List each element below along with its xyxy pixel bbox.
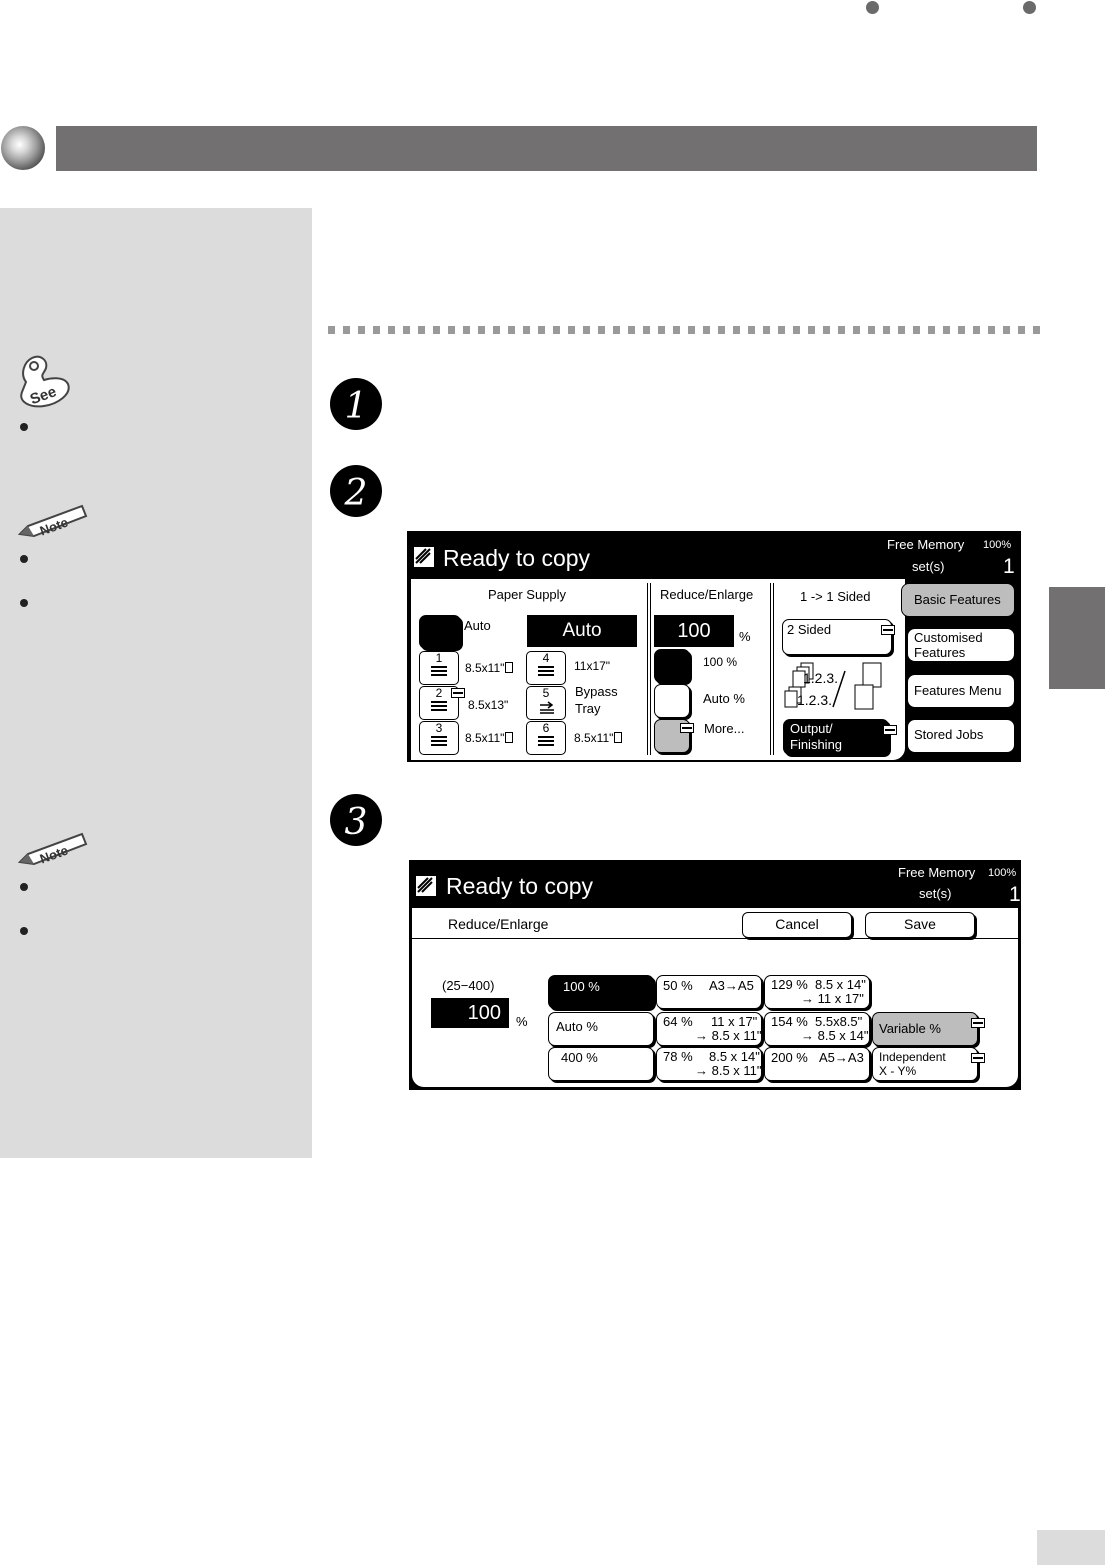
reduce-more-label: More... xyxy=(704,721,745,736)
preset-64-button[interactable]: 64 % 11 x 17" → 8.5 x 11" xyxy=(656,1012,762,1046)
svg-text:1.2.3.: 1.2.3. xyxy=(797,692,833,708)
svg-text:1.2.3.: 1.2.3. xyxy=(803,670,839,686)
paper-auto-display: Auto xyxy=(527,615,637,647)
sidebar-bullet xyxy=(20,555,28,563)
note-icon xyxy=(16,500,88,542)
corner-dot-right xyxy=(1023,1,1036,14)
step-2-marker xyxy=(330,465,382,517)
screen-body xyxy=(409,577,907,762)
tab-stored-jobs[interactable]: Stored Jobs xyxy=(907,719,1015,753)
tray-3-size: 8.5x11" xyxy=(465,731,513,745)
note-icon xyxy=(16,828,88,870)
sided-heading: 1 -> 1 Sided xyxy=(800,589,871,604)
svg-text:Note: Note xyxy=(37,514,70,539)
tray-6-size: 8.5x11" xyxy=(574,731,622,745)
section-header-bar xyxy=(56,126,1037,171)
sidebar-bullet xyxy=(20,883,28,891)
sets-label: set(s) xyxy=(919,886,952,901)
see-icon xyxy=(14,352,76,412)
svg-text:1: 1 xyxy=(344,386,368,427)
more-flag-icon xyxy=(680,723,694,733)
reduce-enlarge-heading: Reduce/Enlarge xyxy=(660,587,754,602)
reduce-unit: % xyxy=(739,629,751,644)
tray-2-flag-icon xyxy=(451,688,465,698)
sidebar-bullet xyxy=(20,599,28,607)
reduce-100-button[interactable] xyxy=(654,649,690,683)
step-3-marker xyxy=(330,794,382,846)
section-sphere-icon xyxy=(1,126,45,170)
tray-4-button[interactable]: 4 xyxy=(526,651,566,685)
page-number-box xyxy=(1037,1530,1105,1565)
reduce-value-display: 100 xyxy=(654,615,734,647)
independent-flag-icon xyxy=(971,1053,985,1063)
tray-2-size: 8.5x13" xyxy=(468,698,509,712)
variable-flag-icon xyxy=(971,1018,985,1028)
reduce-value-display: 100 xyxy=(431,998,509,1028)
svg-text:See: See xyxy=(27,383,59,409)
divider xyxy=(650,583,651,755)
preset-129-button[interactable]: 129 % 8.5 x 14" → 11 x 17" xyxy=(764,975,870,1009)
divider xyxy=(647,583,648,755)
sets-count: 1 xyxy=(1003,555,1015,578)
tray-5-button[interactable]: 5 xyxy=(526,686,566,720)
tray-2-button[interactable]: 2 xyxy=(419,686,459,720)
bypass-arrow-icon xyxy=(538,701,556,715)
tray-3-button[interactable]: 3 xyxy=(419,721,459,755)
corner-dot-left xyxy=(866,1,879,14)
two-sided-flag-icon xyxy=(881,625,895,635)
paper-supply-heading: Paper Supply xyxy=(488,587,567,602)
tray-1-button[interactable]: 1 xyxy=(419,651,459,685)
save-button[interactable]: Save xyxy=(865,912,975,938)
reduce-100-label: 100 % xyxy=(703,655,738,669)
screen-body xyxy=(410,906,1020,1089)
free-memory-label: Free Memory xyxy=(898,865,976,880)
sidebar-bullet xyxy=(20,423,28,431)
free-memory-label: Free Memory xyxy=(887,537,965,552)
svg-text:3: 3 xyxy=(344,802,368,843)
preset-78-button[interactable]: 78 % 8.5 x 14" → 8.5 x 11" xyxy=(656,1047,762,1081)
divider xyxy=(770,583,771,755)
tab-basic-features[interactable]: Basic Features xyxy=(901,583,1015,617)
preset-400-button[interactable]: 400 % xyxy=(548,1047,654,1081)
svg-text:Note: Note xyxy=(37,842,70,867)
variable-percent-button[interactable]: Variable % xyxy=(872,1012,978,1046)
dotted-divider xyxy=(328,326,1040,334)
cancel-button[interactable]: Cancel xyxy=(742,912,852,938)
output-finishing-button[interactable]: Output/ Finishing xyxy=(783,719,889,755)
sidebar-bullet xyxy=(20,927,28,935)
copier-icon xyxy=(412,545,436,569)
step-1-marker xyxy=(330,378,382,430)
paper-auto-button[interactable] xyxy=(419,615,461,649)
screen-title: Ready to copy xyxy=(446,873,594,899)
reduce-enlarge-heading: Reduce/Enlarge xyxy=(448,916,549,932)
output-flag-icon xyxy=(883,725,897,735)
divider xyxy=(773,583,774,755)
chapter-tab xyxy=(1049,587,1105,689)
preset-154-button[interactable]: 154 % 5.5x8.5" → 8.5 x 14" xyxy=(764,1012,870,1046)
tray-5-size: Bypass Tray xyxy=(575,684,618,716)
sidebar xyxy=(0,208,312,1158)
preset-50-button[interactable]: 50 % A3→A5 xyxy=(656,975,762,1009)
tray-6-button[interactable]: 6 xyxy=(526,721,566,755)
preset-auto-button[interactable]: Auto % xyxy=(548,1012,654,1046)
screen-title: Ready to copy xyxy=(443,545,591,571)
memory-percent: 100% xyxy=(983,539,1012,551)
sets-count: 1 xyxy=(1009,883,1021,906)
header-divider xyxy=(412,938,1018,939)
range-label: (25−400) xyxy=(442,978,495,993)
memory-percent: 100% xyxy=(988,867,1017,879)
reduce-auto-label: Auto % xyxy=(703,691,745,706)
tray-4-size: 11x17" xyxy=(574,659,611,673)
copy-screen-basic xyxy=(407,531,1021,762)
reduce-auto-button[interactable] xyxy=(654,684,690,718)
tab-features-menu[interactable]: Features Menu xyxy=(907,674,1015,708)
svg-text:2: 2 xyxy=(344,473,368,514)
preset-100-button[interactable]: 100 % xyxy=(548,975,654,1009)
preset-200-button[interactable]: 200 % A5→A3 xyxy=(764,1047,870,1081)
copy-screen-reduce-enlarge xyxy=(409,860,1021,1090)
tray-1-size: 8.5x11" xyxy=(465,661,513,675)
paper-auto-label: Auto xyxy=(464,618,491,633)
reduce-unit: % xyxy=(516,1014,528,1029)
sets-label: set(s) xyxy=(912,559,945,574)
duplex-illustration xyxy=(783,661,893,713)
two-sided-button[interactable]: 2 Sided xyxy=(782,619,892,655)
copier-icon xyxy=(414,874,438,898)
tab-customised-features[interactable]: Customised Features xyxy=(907,628,1015,662)
independent-xy-button[interactable]: Independent X - Y% xyxy=(872,1047,978,1081)
